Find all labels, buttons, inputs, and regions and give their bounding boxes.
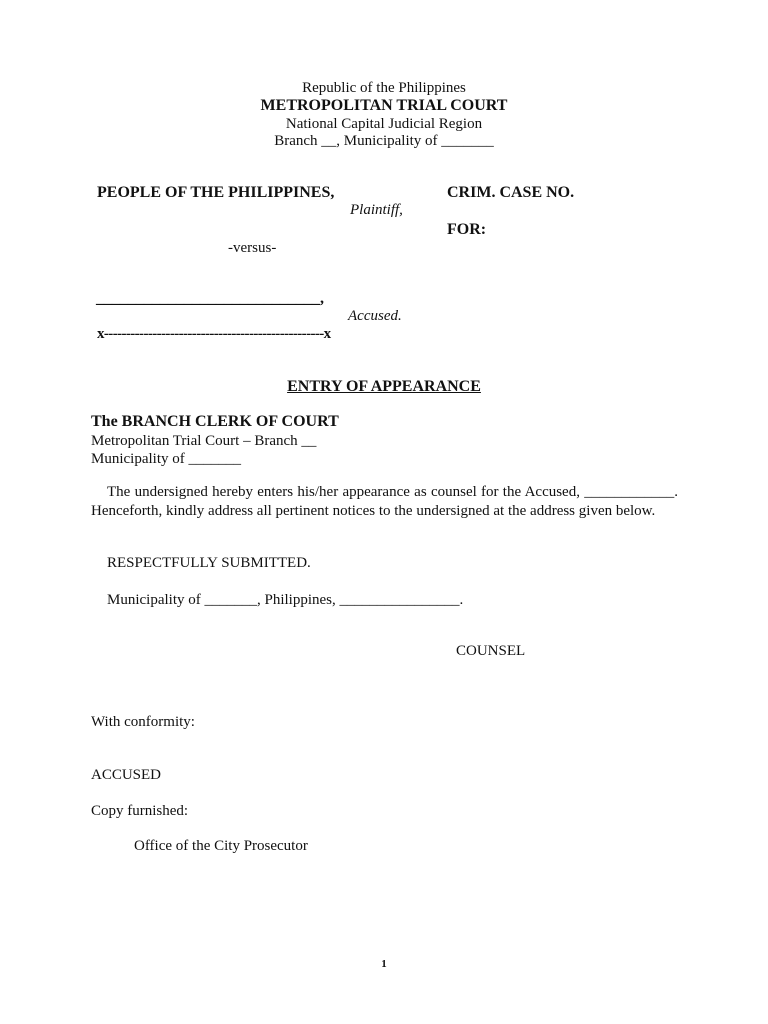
document-title: ENTRY OF APPEARANCE [287, 378, 481, 395]
region-heading: National Capital Judicial Region [285, 116, 483, 132]
place-date-line: Municipality of _______, Philippines, ________________. [107, 592, 464, 608]
versus-label: -versus- [228, 240, 277, 256]
republic-heading: Republic of the Philippines [302, 80, 466, 96]
caption-separator: x--------------------------------------------------x [97, 326, 331, 342]
addressee-court: Metropolitan Trial Court – Branch __ [91, 433, 317, 449]
court-heading: METROPOLITAN TRIAL COURT [260, 97, 508, 114]
plaintiff-name: PEOPLE OF THE PHILIPPINES, [97, 184, 335, 201]
copy-furnished-label: Copy furnished: [91, 803, 189, 819]
conformity-label: With conformity: [91, 714, 195, 730]
copy-recipient: Office of the City Prosecutor [134, 838, 308, 854]
accused-role: Accused. [348, 308, 402, 324]
accused-blank: ____________________________, [96, 290, 324, 307]
accused-signature: ACCUSED [91, 767, 162, 783]
page-number: 1 [381, 958, 387, 970]
plaintiff-role: Plaintiff, [350, 202, 403, 218]
addressee-municipality: Municipality of _______ [91, 451, 241, 467]
respectfully-submitted: RESPECTFULLY SUBMITTED. [107, 555, 311, 571]
body-paragraph: The undersigned hereby enters his/her appearance as counsel for the Accused, ____________. Henceforth, kindly address all pertinent notices to the undersigned at the address given below. [91, 484, 678, 519]
case-number-label: CRIM. CASE NO. [447, 184, 575, 201]
counsel-signature: COUNSEL [456, 643, 526, 659]
branch-heading: Branch __, Municipality of _______ [274, 133, 494, 149]
for-label: FOR: [447, 221, 487, 238]
addressee-name: The BRANCH CLERK OF COURT [91, 413, 339, 430]
